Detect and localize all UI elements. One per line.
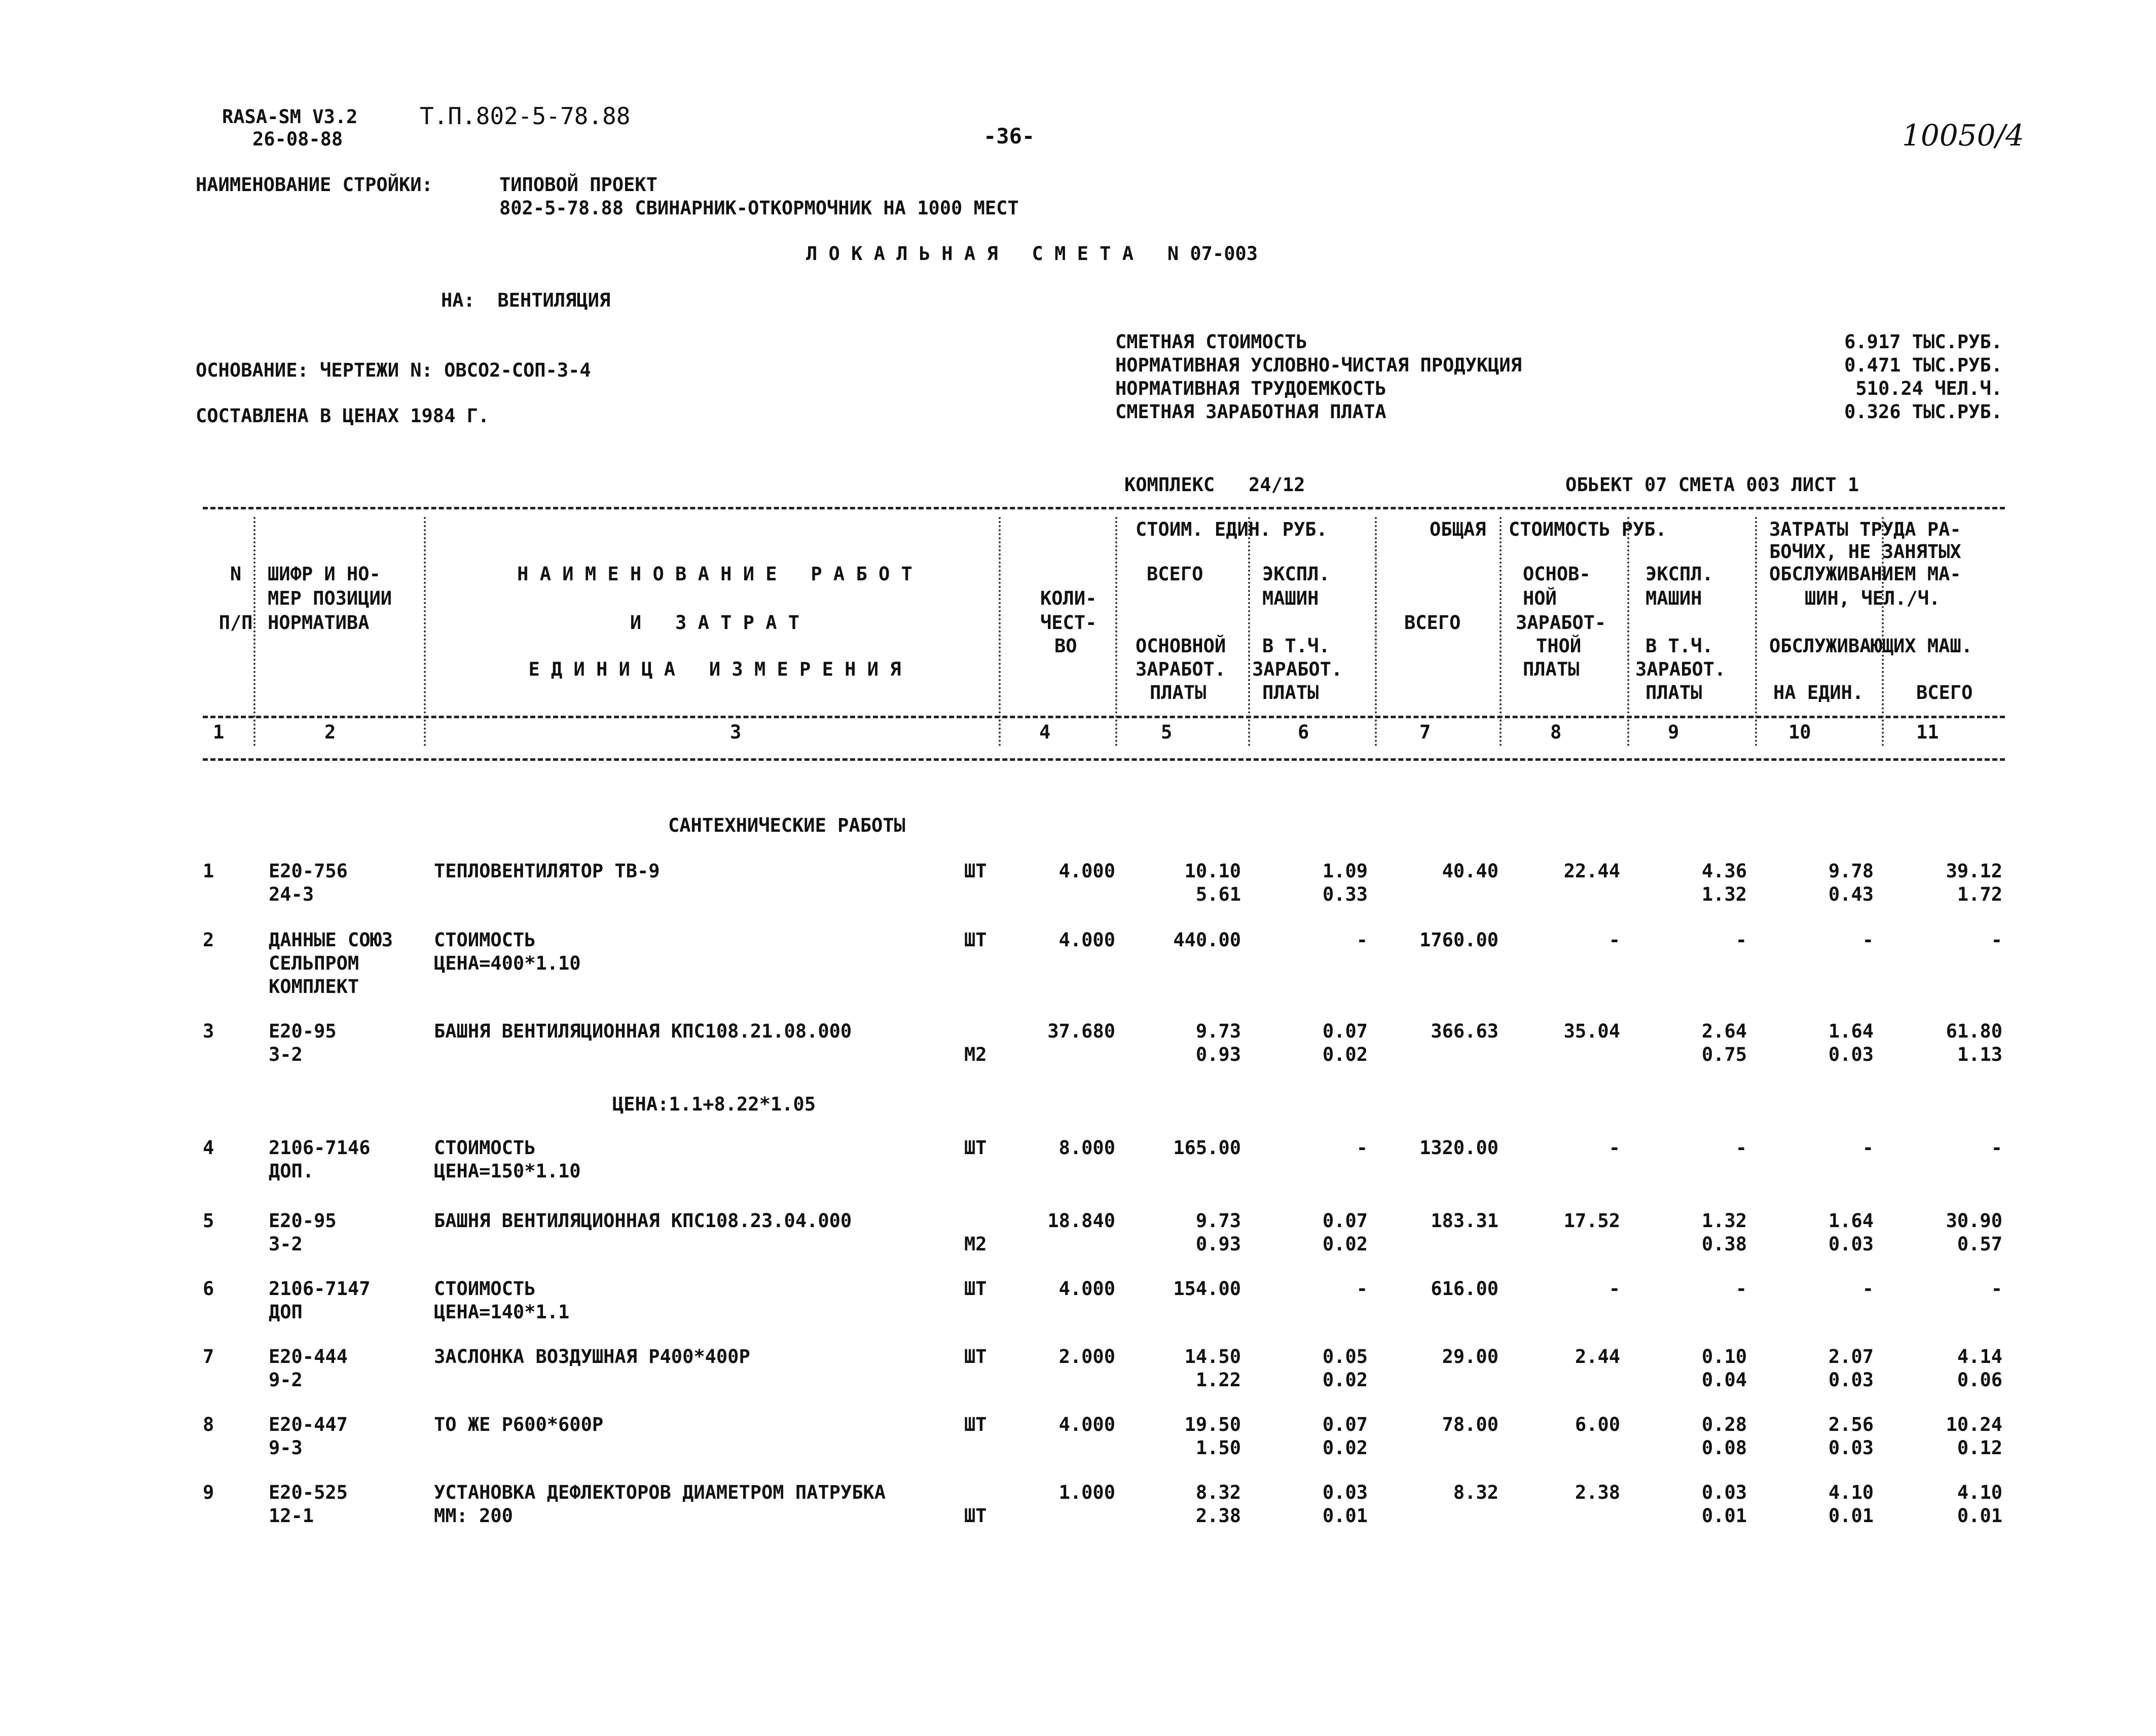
- row-name: ТЕПЛОВЕНТИЛЯТОР ТВ-9: [434, 860, 660, 882]
- row-c11: 10.24: [1946, 1414, 2002, 1435]
- row-c9: 0.75: [1701, 1044, 1747, 1065]
- estimate-subject: НА: ВЕНТИЛЯЦИЯ: [441, 289, 611, 311]
- hdr-c9-exp: ЭКСПЛ.: [1646, 563, 1713, 585]
- estimate-title: Л О К А Л Ь Н А Я С М Е Т А N 07-003: [806, 243, 1258, 265]
- row-quantity: 4.000: [1058, 1414, 1115, 1435]
- row-c10: 0.03: [1828, 1437, 1874, 1459]
- row-c11: 1.72: [1957, 883, 2002, 905]
- row-c11: 0.01: [1957, 1505, 2002, 1527]
- row-name: ММ: 200: [434, 1505, 513, 1527]
- column-number: 1: [213, 721, 225, 743]
- row-c6: 0.02: [1322, 1044, 1368, 1065]
- hdr-c6-wage: ЗАРАБОТ.: [1252, 658, 1343, 680]
- complex-number: КОМПЛЕКС 24/12: [1124, 474, 1305, 496]
- row-name: СТОИМОСТЬ: [434, 1278, 536, 1300]
- basis-drawings: ОСНОВАНИЕ: ЧЕРТЕЖИ N: ОВСО2-СОП-3-4: [196, 359, 591, 381]
- row-c8: 6.00: [1575, 1414, 1620, 1435]
- row-c11: 4.10: [1957, 1482, 2002, 1503]
- construction-label: НАИМЕНОВАНИЕ СТРОЙКИ:: [196, 174, 433, 196]
- hdr-c5-wage: ЗАРАБОТ.: [1136, 658, 1226, 680]
- hdr-c6-pay: ПЛАТЫ: [1262, 682, 1319, 704]
- row-code: Е20-756: [269, 860, 348, 882]
- row-c11: 61.80: [1946, 1020, 2002, 1042]
- row-c5: 14.50: [1184, 1346, 1241, 1368]
- row-name: УСТАНОВКА ДЕФЛЕКТОРОВ ДИАМЕТРОМ ПАТРУБКА: [434, 1482, 886, 1503]
- hdr-code-2: МЕР ПОЗИЦИИ: [268, 587, 392, 609]
- row-c8: 2.38: [1575, 1482, 1620, 1503]
- summary-label: НОРМАТИВНАЯ УСЛОВНО-ЧИСТАЯ ПРОДУКЦИЯ: [1115, 354, 1522, 376]
- column-separator: [1248, 517, 1250, 746]
- row-code: Е20-444: [269, 1346, 348, 1368]
- header-bottom-rule: [203, 716, 2005, 718]
- row-c7: 366.63: [1431, 1020, 1499, 1042]
- row-unit: М2: [964, 1044, 987, 1065]
- row-c5: 1.22: [1195, 1369, 1241, 1391]
- row-c5: 1.50: [1195, 1437, 1241, 1459]
- column-number: 11: [1916, 721, 1939, 743]
- column-separator: [1500, 517, 1502, 746]
- row-code: Е20-95: [269, 1210, 337, 1232]
- row-code: 24-3: [269, 883, 314, 905]
- hdr-c6-incl: В Т.Ч.: [1262, 635, 1330, 657]
- row-unit: ШТ: [964, 860, 987, 882]
- hdr-c11-total: ВСЕГО: [1916, 682, 1973, 704]
- program-version: RASA-SM V3.2: [222, 106, 358, 128]
- hdr-labor-1: ЗАТРАТЫ ТРУДА РА-: [1769, 519, 1961, 540]
- row-c8: 2.44: [1575, 1346, 1620, 1368]
- row-code: Е20-447: [269, 1414, 348, 1435]
- row-name: ЗАСЛОНКА ВОЗДУШНАЯ Р400*400Р: [434, 1346, 750, 1368]
- row-c7: 29.00: [1442, 1346, 1499, 1368]
- row-c7: 183.31: [1431, 1210, 1499, 1232]
- row-c9: 0.10: [1701, 1346, 1747, 1368]
- hdr-c8-1: ОСНОВ-: [1523, 563, 1591, 585]
- hdr-n: N: [230, 563, 242, 585]
- row-number: 7: [203, 1346, 214, 1368]
- row-c6: 0.07: [1322, 1020, 1368, 1042]
- hdr-c8-3: ЗАРАБОТ-: [1516, 612, 1606, 634]
- column-number: 10: [1788, 721, 1811, 743]
- row-c8: -: [1609, 1278, 1620, 1300]
- summary-label: НОРМАТИВНАЯ ТРУДОЕМКОСТЬ: [1115, 378, 1386, 399]
- row-c11: -: [1991, 1278, 2002, 1300]
- row-c6: -: [1356, 1137, 1368, 1159]
- hdr-qty-3: ВО: [1054, 635, 1077, 657]
- hdr-c8-2: НОЙ: [1523, 587, 1557, 609]
- row-c9: 1.32: [1701, 1210, 1747, 1232]
- hdr-c5-total: ВСЕГО: [1147, 563, 1203, 585]
- column-number-rule: [203, 758, 2005, 761]
- row-c7: 8.32: [1453, 1482, 1499, 1503]
- row-c10: 2.07: [1828, 1346, 1874, 1368]
- row-c6: 0.33: [1322, 883, 1368, 905]
- row-c9: 0.03: [1701, 1482, 1747, 1503]
- hdr-c5-pay: ПЛАТЫ: [1150, 682, 1207, 704]
- column-number: 9: [1668, 721, 1679, 743]
- summary-value: 510.24 ЧЕЛ.Ч.: [1855, 378, 2002, 399]
- row-c6: -: [1356, 929, 1368, 951]
- hdr-total-cost: ОБЩАЯ СТОИМОСТЬ РУБ.: [1430, 519, 1667, 540]
- row-c8: -: [1609, 929, 1620, 951]
- row-name: СТОИМОСТЬ: [434, 929, 536, 951]
- hdr-c9-pay: ПЛАТЫ: [1646, 682, 1702, 704]
- row-c11: 39.12: [1946, 860, 2002, 882]
- hdr-labor-2: БОЧИХ, НЕ ЗАНЯТЫХ: [1769, 541, 1961, 563]
- column-separator: [1375, 517, 1377, 746]
- row-c11: -: [1991, 1137, 2002, 1159]
- row-quantity: 37.680: [1047, 1020, 1115, 1042]
- column-number: 6: [1298, 721, 1309, 743]
- column-separator: [1755, 517, 1757, 746]
- row-c9: -: [1735, 929, 1747, 951]
- row-c11: 4.14: [1957, 1346, 2002, 1368]
- row-unit: ШТ: [964, 1346, 987, 1368]
- row-c5: 8.32: [1195, 1482, 1241, 1503]
- row-c10: 1.64: [1828, 1210, 1874, 1232]
- row-c7: 78.00: [1442, 1414, 1499, 1435]
- column-number: 2: [324, 721, 336, 743]
- row-code: 3-2: [269, 1233, 303, 1255]
- summary-label: СМЕТНАЯ ЗАРАБОТНАЯ ПЛАТА: [1115, 401, 1386, 423]
- page-number: -36-: [983, 124, 1035, 149]
- row-c7: 1320.00: [1419, 1137, 1499, 1159]
- hdr-c5-basic: ОСНОВНОЙ: [1136, 635, 1226, 657]
- row-number: 8: [203, 1414, 214, 1435]
- project-reference: Т.П.802-5-78.88: [420, 102, 631, 130]
- hdr-c9-incl: В Т.Ч.: [1646, 635, 1713, 657]
- row-c10: 4.10: [1828, 1482, 1874, 1503]
- column-number: 3: [730, 721, 742, 743]
- hdr-name-1: Н А И М Е Н О В А Н И Е Р А Б О Т: [517, 563, 912, 585]
- price-formula-note: ЦЕНА:1.1+8.22*1.05: [612, 1093, 816, 1115]
- row-c6: 1.09: [1322, 860, 1368, 882]
- row-c9: 0.08: [1701, 1437, 1747, 1459]
- hdr-pp: П/П: [218, 612, 253, 634]
- construction-name-line1: ТИПОВОЙ ПРОЕКТ: [499, 174, 657, 196]
- row-code: СЕЛЬПРОМ: [269, 952, 359, 974]
- row-quantity: 2.000: [1058, 1346, 1115, 1368]
- row-c9: 1.32: [1701, 883, 1747, 905]
- row-c6: 0.01: [1322, 1505, 1368, 1527]
- row-number: 5: [203, 1210, 214, 1232]
- row-code: 2106-7147: [269, 1278, 371, 1300]
- hdr-code-3: НОРМАТИВА: [268, 612, 370, 634]
- construction-name-line2: 802-5-78.88 СВИНАРНИК-ОТКОРМОЧНИК НА 1000 МЕСТ: [499, 197, 1019, 219]
- row-c9: 0.38: [1701, 1233, 1747, 1255]
- row-c5: 9.73: [1195, 1210, 1241, 1232]
- row-code: 2106-7146: [269, 1137, 371, 1159]
- row-name: ЦЕНА=400*1.10: [434, 952, 581, 974]
- row-code: КОМПЛЕКТ: [269, 976, 359, 998]
- row-name: БАШНЯ ВЕНТИЛЯЦИОННАЯ КПС108.23.04.000: [434, 1210, 852, 1232]
- row-c5: 19.50: [1184, 1414, 1241, 1435]
- row-c10: 9.78: [1828, 860, 1874, 882]
- row-c8: 22.44: [1563, 860, 1620, 882]
- row-c10: 0.43: [1828, 883, 1874, 905]
- row-code: Е20-95: [269, 1020, 337, 1042]
- column-number: 7: [1419, 721, 1431, 743]
- hdr-c6-mach: МАШИН: [1262, 587, 1319, 609]
- table-top-rule: [203, 507, 2005, 509]
- row-name: ЦЕНА=140*1.1: [434, 1301, 570, 1323]
- row-c6: 0.07: [1322, 1210, 1368, 1232]
- column-separator: [1882, 517, 1884, 746]
- column-separator: [253, 517, 255, 746]
- row-c9: -: [1735, 1137, 1747, 1159]
- row-c7: 616.00: [1431, 1278, 1499, 1300]
- row-c10: 0.03: [1828, 1233, 1874, 1255]
- row-c5: 440.00: [1173, 929, 1241, 951]
- row-name: БАШНЯ ВЕНТИЛЯЦИОННАЯ КПС108.21.08.000: [434, 1020, 852, 1042]
- row-c5: 5.61: [1195, 883, 1241, 905]
- row-c9: 4.36: [1701, 860, 1747, 882]
- row-quantity: 4.000: [1058, 860, 1115, 882]
- row-c11: -: [1991, 929, 2002, 951]
- row-code: Е20-525: [269, 1482, 348, 1503]
- hdr-code-1: ШИФР И НО-: [268, 563, 381, 585]
- hdr-c9-mach: МАШИН: [1646, 587, 1702, 609]
- hdr-c8-4: ТНОЙ: [1536, 635, 1582, 657]
- row-c6: 0.03: [1322, 1482, 1368, 1503]
- row-number: 6: [203, 1278, 214, 1300]
- row-c11: 0.06: [1957, 1369, 2002, 1391]
- row-number: 2: [203, 929, 214, 951]
- row-c10: 1.64: [1828, 1020, 1874, 1042]
- summary-value: 0.326 ТЫС.РУБ.: [1844, 401, 2002, 423]
- row-c6: -: [1356, 1278, 1368, 1300]
- column-separator: [1627, 517, 1629, 746]
- price-level: СОСТАВЛЕНА В ЦЕНАХ 1984 Г.: [196, 405, 490, 427]
- row-unit: ШТ: [964, 1414, 987, 1435]
- row-c5: 9.73: [1195, 1020, 1241, 1042]
- row-c11: 0.57: [1957, 1233, 2002, 1255]
- print-date: 26-08-88: [252, 128, 343, 150]
- hdr-labor-machines: ОБСЛУЖИВАЮЩИХ МАШ.: [1769, 635, 1972, 657]
- row-c11: 1.13: [1957, 1044, 2002, 1065]
- summary-label: СМЕТНАЯ СТОИМОСТЬ: [1115, 331, 1307, 353]
- column-separator: [1115, 517, 1117, 746]
- row-name: СТОИМОСТЬ: [434, 1137, 536, 1159]
- row-c10: 0.01: [1828, 1505, 1874, 1527]
- row-c9: 0.28: [1701, 1414, 1747, 1435]
- hdr-labor-3: ОБСЛУЖИВАНИЕМ МА-: [1769, 563, 1961, 585]
- row-c10: 0.03: [1828, 1044, 1874, 1065]
- row-c6: 0.02: [1322, 1437, 1368, 1459]
- hdr-unit-cost: СТОИМ. ЕДИН. РУБ.: [1136, 519, 1328, 540]
- row-code: ДОП.: [269, 1160, 314, 1182]
- row-code: 3-2: [269, 1044, 303, 1065]
- hdr-name-3: Е Д И Н И Ц А И З М Е Р Е Н И Я: [528, 658, 901, 680]
- row-c8: 35.04: [1563, 1020, 1620, 1042]
- row-c10: -: [1862, 929, 1874, 951]
- row-c5: 10.10: [1184, 860, 1241, 882]
- row-number: 1: [203, 860, 214, 882]
- row-code: 9-3: [269, 1437, 303, 1459]
- row-c10: -: [1862, 1278, 1874, 1300]
- row-c6: 0.05: [1322, 1346, 1368, 1368]
- row-unit: ШТ: [964, 1278, 987, 1300]
- hdr-c7-total: ВСЕГО: [1404, 612, 1461, 634]
- row-c11: 0.12: [1957, 1437, 2002, 1459]
- row-c7: 40.40: [1442, 860, 1499, 882]
- column-number: 8: [1550, 721, 1562, 743]
- hdr-c9-wage: ЗАРАБОТ.: [1635, 658, 1726, 680]
- row-c7: 1760.00: [1419, 929, 1499, 951]
- column-number: 5: [1161, 721, 1173, 743]
- row-c10: 2.56: [1828, 1414, 1874, 1435]
- row-number: 3: [203, 1020, 214, 1042]
- row-c9: -: [1735, 1278, 1747, 1300]
- hdr-name-2: И З А Т Р А Т: [630, 612, 800, 634]
- row-c10: -: [1862, 1137, 1874, 1159]
- row-code: ДАННЫЕ СОЮЗ: [269, 929, 393, 951]
- row-c10: 0.03: [1828, 1369, 1874, 1391]
- row-c6: 0.02: [1322, 1369, 1368, 1391]
- column-number: 4: [1039, 721, 1051, 743]
- summary-value: 6.917 ТЫС.РУБ.: [1844, 331, 2002, 353]
- row-c6: 0.07: [1322, 1414, 1368, 1435]
- row-c9: 2.64: [1701, 1020, 1747, 1042]
- row-quantity: 8.000: [1058, 1137, 1115, 1159]
- section-title: САНТЕХНИЧЕСКИЕ РАБОТЫ: [668, 815, 905, 836]
- row-c5: 2.38: [1195, 1505, 1241, 1527]
- hdr-qty-1: КОЛИ-: [1040, 587, 1097, 609]
- row-c6: 0.02: [1322, 1233, 1368, 1255]
- object-sheet-info: ОБЬЕКТ 07 СМЕТА 003 ЛИСТ 1: [1565, 474, 1859, 496]
- column-separator: [424, 517, 426, 746]
- sheet-number-handwritten: 10050/4: [1902, 118, 2024, 153]
- row-c8: 17.52: [1563, 1210, 1620, 1232]
- row-unit: ШТ: [964, 1137, 987, 1159]
- row-unit: М2: [964, 1233, 987, 1255]
- row-code: 12-1: [269, 1505, 314, 1527]
- hdr-c8-5: ПЛАТЫ: [1523, 658, 1580, 680]
- row-name: ЦЕНА=150*1.10: [434, 1160, 581, 1182]
- row-number: 4: [203, 1137, 214, 1159]
- hdr-labor-4: ШИН, ЧЕЛ./Ч.: [1805, 587, 1941, 609]
- hdr-c6-exp: ЭКСПЛ.: [1262, 563, 1330, 585]
- row-code: ДОП: [269, 1301, 303, 1323]
- row-quantity: 4.000: [1058, 1278, 1115, 1300]
- row-c9: 0.01: [1701, 1505, 1747, 1527]
- row-c5: 0.93: [1195, 1044, 1241, 1065]
- row-number: 9: [203, 1482, 214, 1503]
- row-c5: 165.00: [1173, 1137, 1241, 1159]
- row-code: 9-2: [269, 1369, 303, 1391]
- row-quantity: 1.000: [1058, 1482, 1115, 1503]
- row-c5: 0.93: [1195, 1233, 1241, 1255]
- row-c9: 0.04: [1701, 1369, 1747, 1391]
- row-name: ТО ЖЕ Р600*600Р: [434, 1414, 604, 1435]
- row-unit: ШТ: [964, 929, 987, 951]
- row-unit: ШТ: [964, 1505, 987, 1527]
- row-c5: 154.00: [1173, 1278, 1241, 1300]
- hdr-qty-2: ЧЕСТ-: [1040, 612, 1097, 634]
- column-separator: [999, 517, 1001, 746]
- row-c11: 30.90: [1946, 1210, 2002, 1232]
- row-c8: -: [1609, 1137, 1620, 1159]
- summary-value: 0.471 ТЫС.РУБ.: [1844, 354, 2002, 376]
- hdr-c10-per-unit: НА ЕДИН.: [1773, 682, 1864, 704]
- row-quantity: 18.840: [1047, 1210, 1115, 1232]
- row-quantity: 4.000: [1058, 929, 1115, 951]
